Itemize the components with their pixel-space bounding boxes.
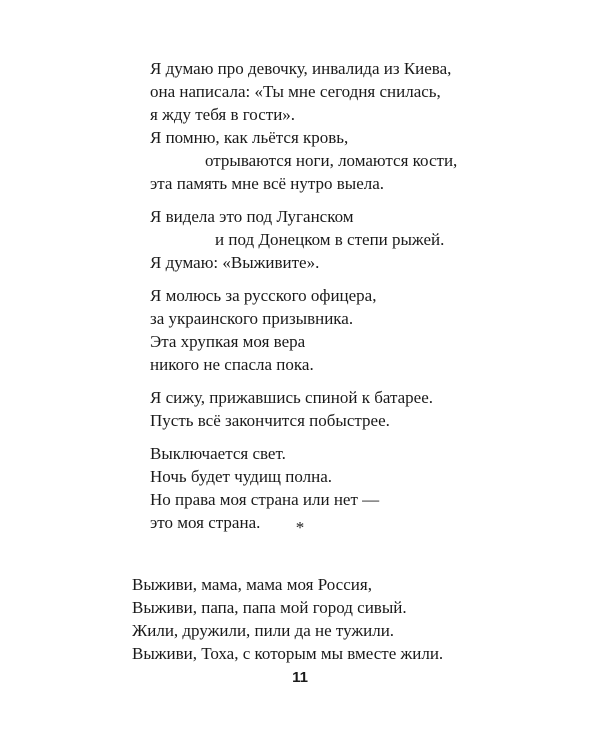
poem-line: отрываются ноги, ломаются кости, bbox=[205, 151, 458, 170]
poem-line: Пусть всё закончится побыстрее. bbox=[150, 411, 390, 430]
poem-line: за украинского призывника. bbox=[150, 309, 354, 328]
poem-line: она написала: «Ты мне сегодня снилась, bbox=[150, 82, 441, 101]
poem-line: Я сижу, прижавшись спиной к батарее. bbox=[150, 388, 433, 407]
poem-line: это моя страна. bbox=[150, 513, 261, 532]
poem-line: Выживи, мама, мама моя Россия, bbox=[132, 575, 372, 594]
poem-line: эта память мне всё нутро выела. bbox=[150, 174, 385, 193]
poem-line: Я видела это под Луганском bbox=[150, 207, 354, 226]
poem-line: Выключается свет. bbox=[150, 444, 286, 463]
poem-line: Я помню, как льётся кровь, bbox=[150, 128, 349, 147]
poem-line: Я думаю про девочку, инвалида из Киева, bbox=[150, 59, 452, 78]
poem-line: Жили, дружили, пили да не тужили. bbox=[132, 621, 395, 640]
poem-line: Эта хрупкая моя вера bbox=[150, 332, 306, 351]
poem-line: Ночь будет чудищ полна. bbox=[150, 467, 333, 486]
poem-line: Выживи, папа, папа мой город сивый. bbox=[132, 598, 407, 617]
poem-line: никого не спасла пока. bbox=[150, 355, 314, 374]
poem-line: я жду тебя в гости». bbox=[150, 105, 296, 124]
poem-line: и под Донецком в степи рыжей. bbox=[215, 230, 445, 249]
page-number: 11 bbox=[292, 669, 308, 686]
poem-line: Я думаю: «Выживите». bbox=[150, 253, 320, 272]
section-separator: * bbox=[295, 518, 305, 537]
poem-line: Но права моя страна или нет — bbox=[150, 490, 380, 509]
poem-line: Выживи, Тоха, с которым мы вместе жили. bbox=[132, 644, 444, 663]
poem-line: Я молюсь за русского офицера, bbox=[150, 286, 377, 305]
